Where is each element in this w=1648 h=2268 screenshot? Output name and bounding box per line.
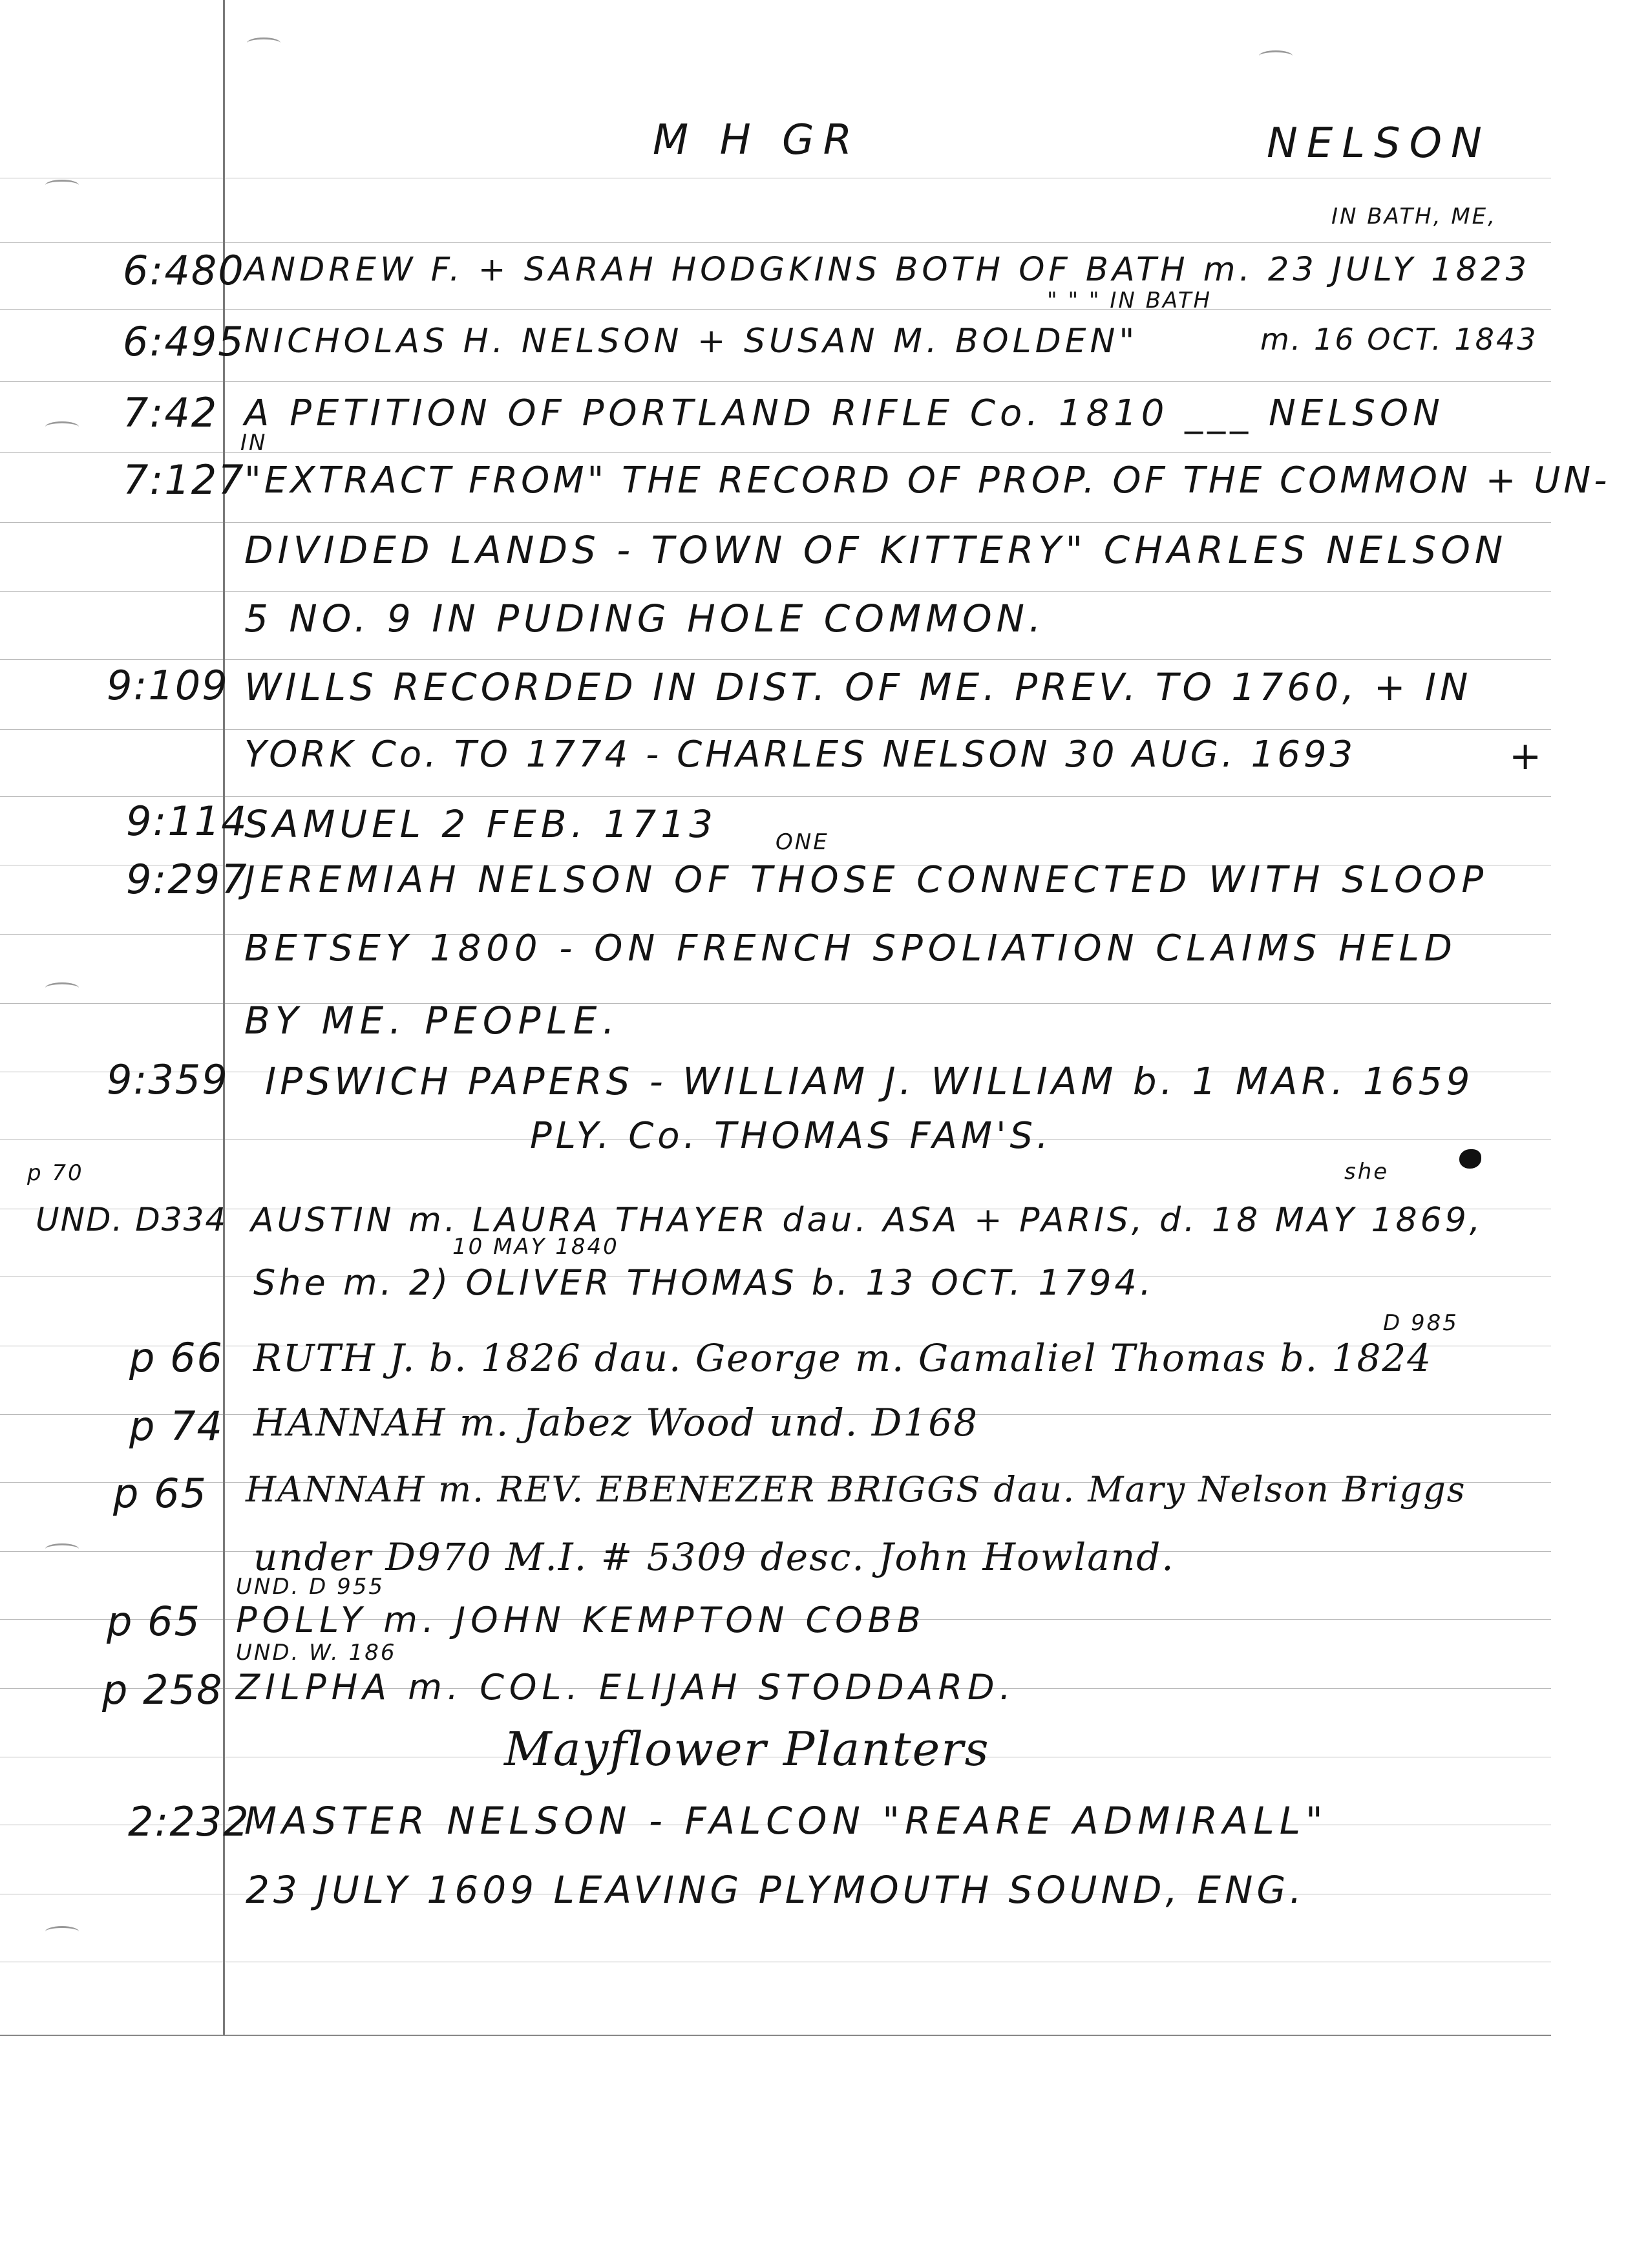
entry-trailing-note: m. 16 OCT. 1843	[1260, 322, 1538, 357]
entry-text: MASTER NELSON - FALCON "REARE ADMIRALL"	[244, 1799, 1328, 1843]
entry-text: RUTH J. b. 1826 dau. George m. Gamaliel Thomas b. 1824	[253, 1336, 1433, 1380]
annotation: IN BATH, ME,	[1331, 204, 1497, 229]
annotation: she	[1344, 1159, 1389, 1185]
margin-rule	[223, 0, 225, 2036]
entry-text: NICHOLAS H. NELSON + SUSAN M. BOLDEN"	[244, 322, 1139, 361]
entry-ref: 7:127	[123, 456, 245, 503]
binder-hole-mark	[45, 180, 79, 191]
entry-text: under D970 M.I. # 5309 desc. John Howland.	[253, 1535, 1175, 1579]
binder-hole-mark	[45, 421, 79, 432]
entry-ref: p 65	[107, 1598, 201, 1645]
binder-hole-mark	[1259, 50, 1293, 61]
entry-text: Mayflower Planters	[504, 1722, 990, 1776]
entry-text: AUSTIN m. LAURA THAYER dau. ASA + PARIS, d. 18 MAY 1869,	[251, 1201, 1484, 1240]
entry-text: IPSWICH PAPERS - WILLIAM J. WILLIAM b. 1 MAR. 1659	[265, 1059, 1474, 1103]
entry-ref: 7:42	[123, 389, 218, 436]
entry-ref: 9:114	[126, 798, 248, 845]
entry-text: JEREMIAH NELSON OF THOSE CONNECTED WITH SLOOP	[244, 859, 1489, 901]
entry-text: HANNAH m. Jabez Wood und. D168	[253, 1401, 979, 1445]
entry-ref: 9:109	[107, 662, 229, 709]
entry-text: WILLS RECORDED IN DIST. OF ME. PREV. TO 1760, + IN	[244, 665, 1472, 709]
entry-text: PLY. Co. THOMAS FAM'S.	[530, 1115, 1052, 1157]
entry-ref: UND. D334	[36, 1201, 227, 1238]
entry-ref: p 258	[102, 1666, 224, 1713]
entry-ref: 2:232	[128, 1798, 250, 1845]
annotation: IN	[240, 430, 268, 456]
entry-ref: 9:359	[107, 1056, 229, 1103]
entry-text: SAMUEL 2 FEB. 1713	[244, 802, 717, 846]
entry-text: "EXTRACT FROM" THE RECORD OF PROP. OF THE COMMON + UN-	[244, 460, 1611, 502]
entry-text: 23 JULY 1609 LEAVING PLYMOUTH SOUND, ENG.	[246, 1868, 1305, 1912]
entry-ref: p 74	[129, 1403, 224, 1450]
entry-text: 5 NO. 9 IN PUDING HOLE COMMON.	[244, 597, 1046, 641]
entry-text: ZILPHA m. COL. ELIJAH STODDARD.	[236, 1667, 1016, 1708]
entry-text: HANNAH m. REV. EBENEZER BRIGGS dau. Mary Nelson Briggs	[246, 1469, 1466, 1510]
binder-hole-mark	[45, 1543, 79, 1554]
binder-hole-mark	[247, 37, 280, 48]
annotation: " " " IN BATH	[1047, 288, 1212, 313]
annotation: UND. W. 186	[236, 1640, 397, 1666]
annotation: UND. D 955	[236, 1574, 385, 1600]
entry-text: ANDREW F. + SARAH HODGKINS BOTH OF BATH m. 23 JULY 1823	[244, 251, 1531, 289]
entry-text: BY ME. PEOPLE.	[244, 999, 620, 1043]
header-left: M H GR	[653, 116, 861, 164]
entry-ref: 6:480	[123, 247, 245, 294]
annotation: p 70	[27, 1160, 84, 1186]
entry-text: POLLY m. JOHN KEMPTON COBB	[236, 1600, 926, 1640]
header-right: NELSON	[1267, 120, 1491, 167]
entry-ref: p 65	[113, 1470, 207, 1517]
entry-text: BETSEY 1800 - ON FRENCH SPOLIATION CLAIMS HELD	[244, 927, 1457, 970]
entry-text: DIVIDED LANDS - TOWN OF KITTERY" CHARLES NELSON	[244, 528, 1508, 572]
bottom-rule	[0, 2035, 1551, 2036]
entry-trailing-note: +	[1509, 734, 1547, 779]
entry-ref: 6:495	[123, 318, 245, 365]
annotation: ONE	[776, 829, 829, 855]
entry-ref: 9:297	[126, 856, 248, 903]
entry-text: A PETITION OF PORTLAND RIFLE Co. 1810 ___ NELSON	[244, 392, 1444, 434]
binder-hole-mark	[45, 1926, 79, 1937]
annotation: 10 MAY 1840	[452, 1234, 619, 1260]
entry-text: She m. 2) OLIVER THOMAS b. 13 OCT. 1794.	[253, 1262, 1154, 1303]
entry-text: YORK Co. TO 1774 - CHARLES NELSON 30 AUG. 1693	[244, 734, 1357, 776]
ink-blot	[1459, 1149, 1481, 1169]
annotation: D 985	[1383, 1310, 1459, 1336]
binder-hole-mark	[45, 982, 79, 993]
entry-ref: p 66	[129, 1334, 224, 1381]
